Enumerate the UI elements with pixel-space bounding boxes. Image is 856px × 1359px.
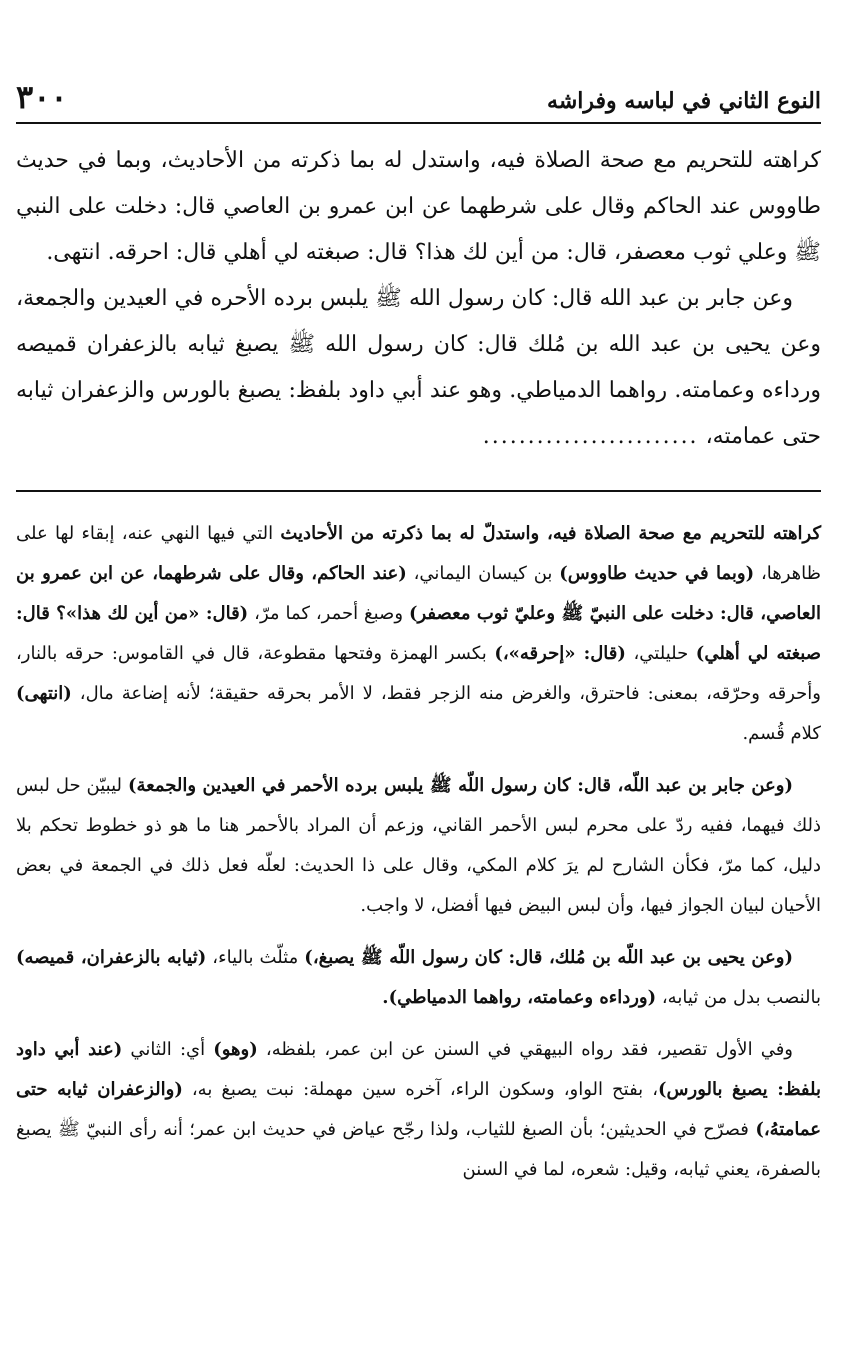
main-paragraph-2 (16, 276, 821, 460)
commentary-quote: كراهته للتحريم مع صحة الصلاة فيه، واستدلّ له بما ذكرته من الأحاديث (280, 523, 822, 544)
commentary-text: أي: الثاني (122, 1039, 214, 1060)
commentary-text: فصرّح في الحديثين؛ بأن الصبغ للثياب، ولذا رجّح عياض في حديث ابن عمر؛ أنه رأى النبيّ ﷺ يصبغ بالصفرة، يعني ثيابه، وقيل: شعره، لما في السنن (16, 1119, 821, 1180)
main-text (16, 138, 821, 460)
page (16, 70, 821, 1202)
commentary-quote: (انتهى) (16, 683, 72, 704)
commentary-text: بن كيسان اليماني، (406, 563, 560, 584)
commentary-quote: (قال: «من أين لك هذا»؟ قال: صبغته لي أهلي) (16, 603, 821, 664)
commentary-quote: (ورداءه وعمامته، رواهما الدمياطي). (382, 987, 657, 1008)
commentary-text: كلام قُسم. (742, 723, 821, 744)
commentary-paragraph-2 (16, 766, 821, 926)
commentary-paragraph-3 (16, 938, 821, 1018)
commentary-text: ليبيّن حل لبس ذلك فيهما، ففيه ردّ على محرم لبس الأحمر القاني، وزعم أن المراد بالأحمر هنا ما هو ذو خطوط تحكم بلا دليل، كما مرّ، فكأن الشارح لم يرَ كلام المكي، وقال على ذا الحديث: لعلّه فعل ذلك في الجمعة في بعض الأحيان لبيان الجواز فيها، وأن لبس البيض فيها أفضل، لا واجب. (16, 775, 821, 916)
main-paragraph-2-text: وعن جابر بن عبد الله قال: كان رسول الله ﷺ يلبس برده الأحره في العيدين والجمعة، وعن يحيى بن عبد الله بن مُلك قال: كان رسول الله ﷺ يصبغ ثيابه بالزعفران قميصه ورداءه وعمامته. رواهما الدمياطي. وهو عند أبي داود بلفظ: يصبغ بالورس والزعفران ثيابه حتى عمامته، (16, 286, 821, 449)
commentary-quote: (وهو) (213, 1039, 258, 1060)
commentary-quote: (وعن جابر بن عبد اللّه، قال: كان رسول اللّه ﷺ يلبس برده الأحمر في العيدين والجمعة) (128, 775, 793, 796)
commentary-quote: (قال: «إحرقه»،) (494, 643, 626, 664)
commentary-quote: (عند الحاكم، وقال على شرطهما، عن ابن عمرو بن العاصي، قال: دخلت على النبيّ ﷺ وعليّ ثوب معصفر) (16, 563, 822, 624)
commentary-quote: (وبما في حديث طاووس) (559, 563, 755, 584)
main-paragraph-1: كراهته للتحريم مع صحة الصلاة فيه، واستدل له بما ذكرته من الأحاديث، وبما في حديث طاووس عند الحاكم وقال على شرطهما عن ابن عمرو بن العاصي قال: دخلت على النبي ﷺ وعلي ثوب معصفر، قال: من أين لك هذا؟ قال: صبغته لي أهلي قال: احرقه. انتهى. (16, 148, 821, 265)
commentary-text: التي فيها النهي عنه، إبقاء لها على ظاهرها، (16, 523, 821, 584)
commentary-text: ، بفتح الواو، وسكون الراء، آخره سين مهملة: نبت يصبغ به، (182, 1079, 659, 1100)
separator-rule (16, 490, 821, 492)
page-number: ٣٠٠ (16, 78, 68, 116)
continuation-dots: ........................ (482, 424, 699, 449)
commentary-text: مثلّث بالياء، (206, 947, 305, 968)
commentary-text: حليلتي، (625, 643, 696, 664)
commentary-quote: (ثيابه بالزعفران، قميصه) (16, 947, 207, 968)
commentary-quote: (عند أبي داود بلفظ: يصبغ بالورس) (16, 1039, 821, 1100)
commentary-paragraph-1 (16, 514, 821, 754)
commentary-text: وصبغ أحمر، كما مرّ، (248, 603, 409, 624)
commentary-quote: (والزعفران ثيابه حتى عمامتهُ،) (16, 1079, 821, 1140)
commentary (16, 514, 821, 1190)
running-title: النوع الثاني في لباسه وفراشه (547, 88, 821, 114)
commentary-text: بكسر الهمزة وفتحها مقطوعة، قال في القاموس: حرقه بالنار، وأحرقه وحرّقه، بمعنى: فاحترق، والغرض منه الزجر فقط، لا الأمر بحرقه حقيقة؛ لأنه إضاعة مال، (16, 643, 821, 704)
commentary-text: وفي الأول تقصير، فقد رواه البيهقي في السنن عن ابن عمر، بلفظه، (257, 1039, 794, 1060)
commentary-quote: (وعن يحيى بن عبد اللّه بن مُلك، قال: كان رسول اللّه ﷺ يصبغ،) (304, 947, 793, 968)
commentary-paragraph-4 (16, 1030, 821, 1190)
commentary-text: بالنصب بدل من ثيابه، (656, 987, 821, 1008)
page-header (16, 70, 821, 124)
